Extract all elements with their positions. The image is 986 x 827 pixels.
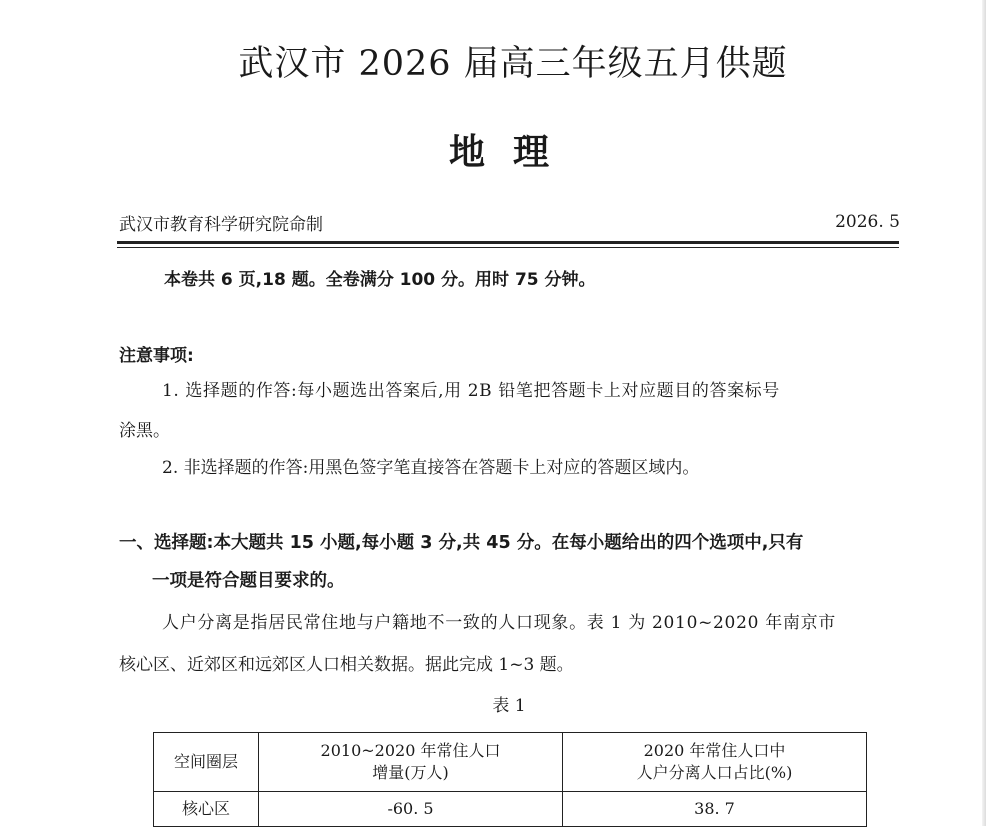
cell-increase: -60. 5	[259, 792, 563, 827]
header-increase-line-1: 2010~2020 年常住人口	[320, 741, 501, 760]
header-increase-line-2: 增量(万人)	[372, 763, 449, 782]
header-increase	[259, 733, 563, 792]
exam-title: 武汉市 2026 届高三年级五月供题	[238, 44, 788, 84]
notice-item-2: 2. 非选择题的作答:用黑色签字笔直接答在答题卡上对应的答题区域内。	[162, 458, 700, 478]
notice-item-1: 1. 选择题的作答:每小题选出答案后,用 2B 铅笔把答题卡上对应题目的答案标号	[162, 381, 780, 401]
header-rule-thin	[117, 247, 899, 248]
table-header-row	[154, 733, 867, 792]
cell-zone: 核心区	[154, 792, 259, 827]
notice-item-1-continued: 涂黑。	[119, 421, 170, 441]
header-zone: 空间圈层	[154, 733, 259, 792]
population-table	[153, 732, 867, 827]
section-heading: 一、选择题:本大题共 15 小题,每小题 3 分,共 45 分。在每小题给出的四个选项中,只有	[119, 533, 804, 553]
table-row	[154, 792, 867, 827]
table-caption: 表 1	[492, 696, 526, 716]
header-share	[563, 733, 867, 792]
exam-date: 2026. 5	[835, 212, 900, 232]
header-share-line-1: 2020 年常住人口中	[643, 741, 786, 760]
exam-summary: 本卷共 6 页,18 题。全卷满分 100 分。用时 75 分钟。	[164, 270, 596, 290]
passage-line-2: 核心区、近郊区和远郊区人口相关数据。据此完成 1~3 题。	[119, 655, 574, 675]
issuer-line: 武汉市教育科学研究院命制	[119, 215, 323, 235]
subject-title: 地理	[448, 132, 577, 173]
header-share-line-2: 人户分离人口占比(%)	[636, 763, 793, 782]
notice-heading: 注意事项:	[119, 346, 194, 366]
cell-share: 38. 7	[563, 792, 867, 827]
section-heading-continued: 一项是符合题目要求的。	[152, 571, 345, 591]
header-rule-thick	[117, 241, 899, 244]
passage-line-1: 人户分离是指居民常住地与户籍地不一致的人口现象。表 1 为 2010~2020 年南京市	[162, 613, 837, 633]
